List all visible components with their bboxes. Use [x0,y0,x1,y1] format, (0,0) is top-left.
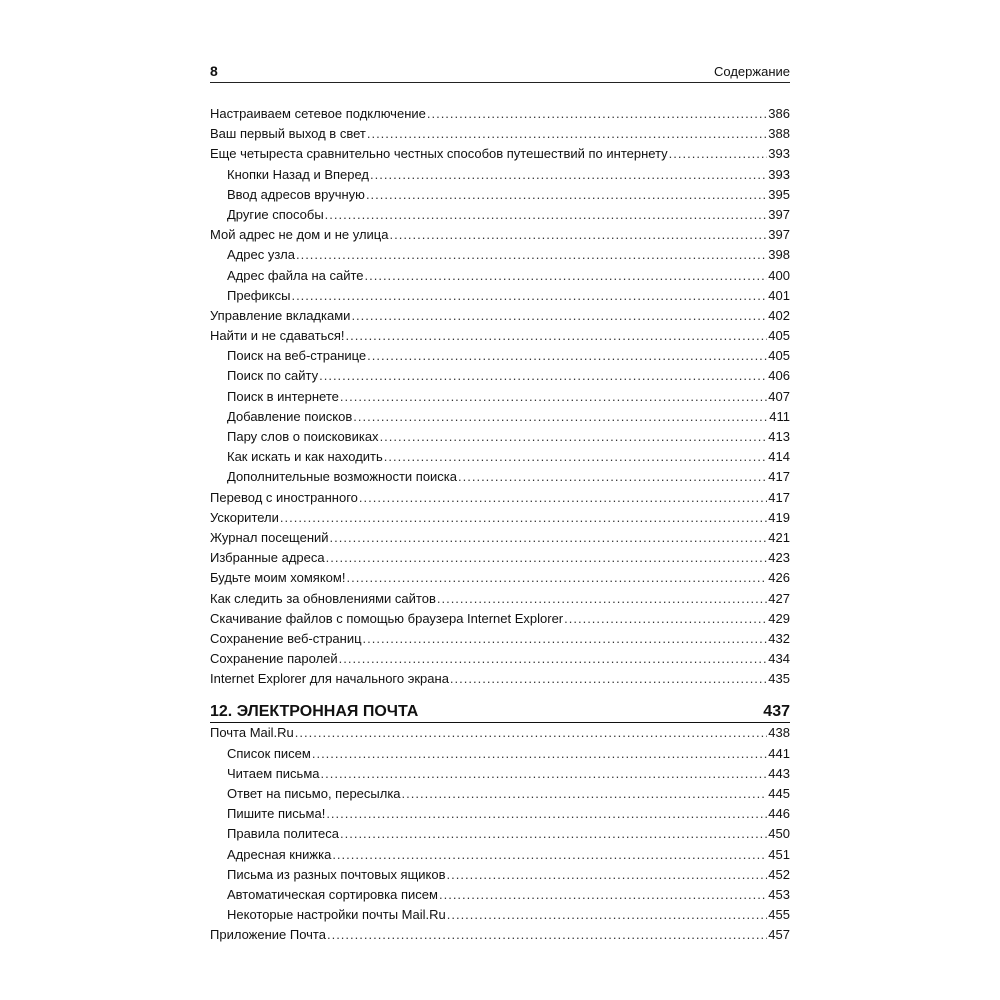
toc-entry [210,407,790,427]
toc-entry [210,144,790,164]
dot-leader [384,447,768,467]
toc-entry-title: Дополнительные возможности поиска [227,469,458,485]
toc-entry-title: Ваш первый выход в свет [210,126,366,142]
toc-entry-title: Поиск в интернете [227,388,339,404]
toc-entry-page: 438 [768,725,790,741]
toc-entry [210,824,790,844]
toc-section-after [210,723,790,945]
toc-entry-page: 406 [768,368,790,384]
toc-entry-title: Читаем письма [227,765,320,781]
toc-entry-title: Список писем [227,745,311,761]
toc-entry-page: 441 [768,745,790,761]
toc-entry [210,649,790,669]
book-page [210,62,790,943]
toc-entry-title: Поиск по сайту [227,368,319,384]
toc-entry [210,185,790,205]
dot-leader [380,427,768,447]
toc-entry-title: Мой адрес не дом и не улица [210,227,389,243]
chapter-title: 12. ЭЛЕКТРОННАЯ ПОЧТА [210,703,419,721]
toc-entry-page: 393 [768,146,790,162]
toc-entry-title: Некоторые настройки почты Mail.Ru [227,907,446,923]
toc-entry-page: 401 [768,287,790,303]
toc-entry-title: Пару слов о поисковиках [227,429,379,444]
toc-entry-page: 435 [768,671,790,687]
toc-entry-title: Журнал посещений [210,529,329,545]
dot-leader [366,185,767,205]
dot-leader [330,528,768,548]
toc-entry-page: 397 [768,206,790,222]
page-number: 8 [210,63,218,79]
toc-entry [210,266,790,286]
toc-entry-title: Правила политеса [227,826,339,842]
toc-entry [210,548,790,568]
toc-entry [210,467,790,487]
toc-entry-title: Кнопки Назад и Вперед [227,166,370,182]
chapter-heading [210,699,790,723]
toc-entry [210,387,790,407]
dot-leader [325,205,768,225]
dot-leader [351,306,767,326]
toc-entry-title: Сохранение веб-страниц [210,630,362,646]
toc-entry-page: 395 [768,186,790,202]
toc-entry-page: 453 [768,886,790,902]
toc-entry [210,629,790,649]
dot-leader [296,245,767,265]
running-title: Содержание [714,64,790,79]
toc-entry-page: 407 [768,388,790,404]
toc-entry [210,528,790,548]
toc-entry [210,784,790,804]
toc-entry [210,508,790,528]
toc-entry [210,905,790,925]
toc-entry [210,744,790,764]
toc-entry [210,764,790,784]
toc-entry-page: 419 [768,509,790,525]
toc-entry-page: 423 [768,550,790,566]
toc-entry-title: Адрес файла на сайте [227,267,364,283]
toc-entry-page: 411 [769,408,790,424]
dot-leader [295,723,768,743]
toc-entry [210,885,790,905]
toc-entry [210,804,790,824]
toc-entry [210,165,790,185]
toc-entry-title: Добавление поисков [227,408,353,424]
toc-section-before [210,104,790,689]
toc-entry [210,326,790,346]
toc-entry [210,568,790,588]
toc-entry [210,925,790,945]
toc-entry-title: Пишите письма! [227,806,326,822]
dot-leader [339,649,768,669]
toc-entry-title: Еще четыреста сравнительно честных способов путешествий по интернету [210,146,668,162]
dot-leader [326,804,767,824]
toc-entry [210,346,790,366]
toc-entry-page: 427 [768,590,790,606]
toc-entry-page: 450 [768,826,790,842]
toc-entry-title: Почта Mail.Ru [210,725,294,741]
dot-leader [427,104,767,124]
dot-leader [564,609,767,629]
dot-leader [447,905,768,925]
toc-entry-title: Адресная книжка [227,846,332,862]
toc-entry-title: Избранные адреса [210,550,325,566]
toc-entry-page: 445 [768,786,790,801]
toc-entry [210,845,790,865]
toc-entry-title: Автоматическая сортировка писем [227,886,438,902]
toc-entry-title: Ответ на письмо, пересылка [227,786,401,801]
toc-entry-page: 443 [768,765,790,781]
toc-entry-page: 417 [768,469,790,485]
toc-entry-page: 386 [768,106,790,121]
toc-entry [210,366,790,386]
toc-entry-title: Поиск на веб-странице [227,348,367,364]
toc-entry-title: Скачивание файлов с помощью браузера Internet Explorer [210,610,564,626]
toc-entry-page: 393 [768,166,790,182]
toc-entry [210,124,790,144]
dot-leader [367,346,767,366]
toc-entry-title: Найти и не сдаваться! [210,328,345,344]
toc-entry-title: Настраиваем сетевое подключение [210,106,426,121]
toc-entry-title: Ввод адресов вручную [227,186,365,202]
dot-leader [326,548,768,568]
dot-leader [365,266,768,286]
dot-leader [280,508,767,528]
toc-entry-page: 426 [768,570,790,586]
toc-entry-title: Сохранение паролей [210,651,338,667]
dot-leader [359,488,767,508]
toc-entry-page: 417 [768,489,790,505]
toc-entry-title: Перевод с иностранного [210,489,358,505]
toc-entry-page: 446 [768,806,790,822]
toc-entry-page: 388 [768,126,790,142]
dot-leader [346,326,768,346]
toc-entry-title: Internet Explorer для начального экрана [210,671,449,687]
dot-leader [437,589,767,609]
running-header [210,62,790,83]
toc-entry [210,225,790,245]
toc-entry [210,609,790,629]
toc-entry-title: Письма из разных почтовых ящиков [227,866,446,882]
dot-leader [319,366,767,386]
toc-entry-page: 452 [768,866,790,882]
dot-leader [363,629,768,649]
chapter-page: 437 [763,703,790,721]
dot-leader [439,885,767,905]
toc-entry [210,245,790,265]
toc-entry [210,669,790,689]
dot-leader [389,225,767,245]
toc-entry-title: Другие способы [227,206,324,222]
toc-entry-page: 457 [768,927,790,943]
dot-leader [447,865,768,885]
dot-leader [340,824,767,844]
toc-entry [210,589,790,609]
dot-leader [346,568,767,588]
dot-leader [370,165,767,185]
toc-entry [210,488,790,508]
toc-entry-title: Префиксы [227,287,291,303]
toc-entry [210,306,790,326]
toc-entry-page: 451 [768,846,790,862]
toc-entry-page: 398 [768,247,790,263]
toc-entry [210,427,790,447]
dot-leader [321,764,768,784]
toc-entry-title: Приложение Почта [210,927,326,943]
toc-entry-page: 434 [768,651,790,667]
dot-leader [332,845,767,865]
dot-leader [367,124,767,144]
toc-entry-page: 414 [768,449,790,465]
toc-entry-title: Управление вкладками [210,307,351,323]
dot-leader [327,925,767,945]
table-of-contents [210,104,790,946]
toc-entry-page: 405 [768,348,790,364]
toc-entry-title: Как искать и как находить [227,449,383,465]
toc-entry-page: 432 [768,630,790,646]
dot-leader [402,784,768,804]
toc-entry [210,865,790,885]
toc-entry-page: 402 [768,307,790,323]
toc-entry-page: 397 [768,227,790,243]
toc-entry [210,286,790,306]
toc-entry-title: Будьте моим хомяком! [210,570,346,586]
toc-entry [210,447,790,467]
dot-leader [353,407,768,427]
toc-entry-page: 455 [768,907,790,923]
toc-entry-page: 421 [768,529,790,545]
toc-entry-page: 413 [768,429,790,444]
toc-entry-title: Адрес узла [227,247,295,263]
toc-entry-title: Как следить за обновлениями сайтов [210,590,436,606]
dot-leader [291,286,767,306]
toc-entry [210,723,790,743]
toc-entry-title: Ускорители [210,509,279,525]
toc-entry [210,104,790,124]
toc-entry-page: 405 [768,328,790,344]
dot-leader [450,669,767,689]
dot-leader [312,744,767,764]
dot-leader [458,467,767,487]
toc-entry [210,205,790,225]
dot-leader [340,387,767,407]
dot-leader [669,144,768,164]
toc-entry-page: 400 [768,267,790,283]
toc-entry-page: 429 [768,610,790,626]
